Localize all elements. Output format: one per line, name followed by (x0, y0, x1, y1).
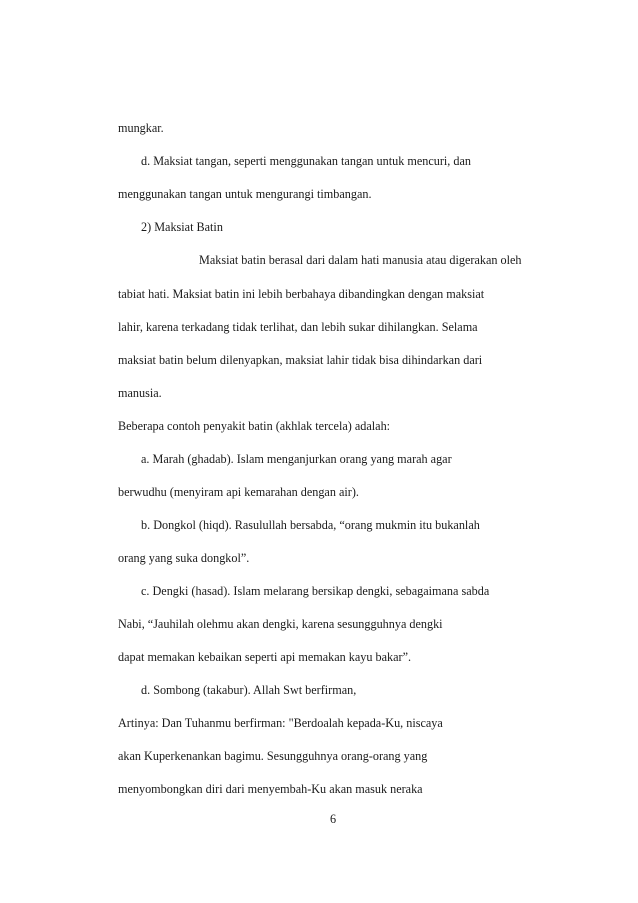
paragraph-line: manusia. (118, 386, 162, 400)
list-item-c: c. Dengki (hasad). Islam melarang bersikap dengki, sebagaimana sabda (141, 584, 490, 598)
list-item-d: d. Sombong (takabur). Allah Swt berfirman, (141, 683, 357, 697)
page-number: 6 (330, 812, 337, 826)
text-line: orang yang suka dongkol”. (118, 551, 250, 565)
text-line: mungkar. (118, 121, 164, 135)
section-heading: 2) Maksiat Batin (141, 220, 223, 234)
text-line: menggunakan tangan untuk mengurangi timbangan. (118, 187, 372, 201)
text-line: dapat memakan kebaikan seperti api memakan kayu bakar”. (118, 650, 412, 664)
list-item-d: d. Maksiat tangan, seperti menggunakan tangan untuk mencuri, dan (141, 154, 471, 168)
paragraph-line: Maksiat batin berasal dari dalam hati manusia atau digerakan oleh (199, 253, 522, 267)
list-item-b: b. Dongkol (hiqd). Rasulullah bersabda, “orang mukmin itu bukanlah (141, 518, 480, 532)
paragraph-line: maksiat batin belum dilenyapkan, maksiat lahir tidak bisa dihindarkan dari (118, 353, 483, 367)
list-item-a: a. Marah (ghadab). Islam menganjurkan orang yang marah agar (141, 452, 452, 466)
paragraph-line: lahir, karena terkadang tidak terlihat, dan lebih sukar dihilangkan. Selama (118, 320, 478, 334)
text-line: Artinya: Dan Tuhanmu berfirman: "Berdoalah kepada-Ku, niscaya (118, 716, 443, 730)
text-line: Nabi, “Jauhilah olehmu akan dengki, karena sesungguhnya dengki (118, 617, 443, 631)
text-line: Beberapa contoh penyakit batin (akhlak tercela) adalah: (118, 419, 391, 433)
text-line: akan Kuperkenankan bagimu. Sesungguhnya orang-orang yang (118, 749, 428, 763)
text-line: berwudhu (menyiram api kemarahan dengan air). (118, 485, 359, 499)
text-line: menyombongkan diri dari menyembah-Ku akan masuk neraka (118, 782, 423, 796)
paragraph-line: tabiat hati. Maksiat batin ini lebih berbahaya dibandingkan dengan maksiat (118, 287, 485, 301)
